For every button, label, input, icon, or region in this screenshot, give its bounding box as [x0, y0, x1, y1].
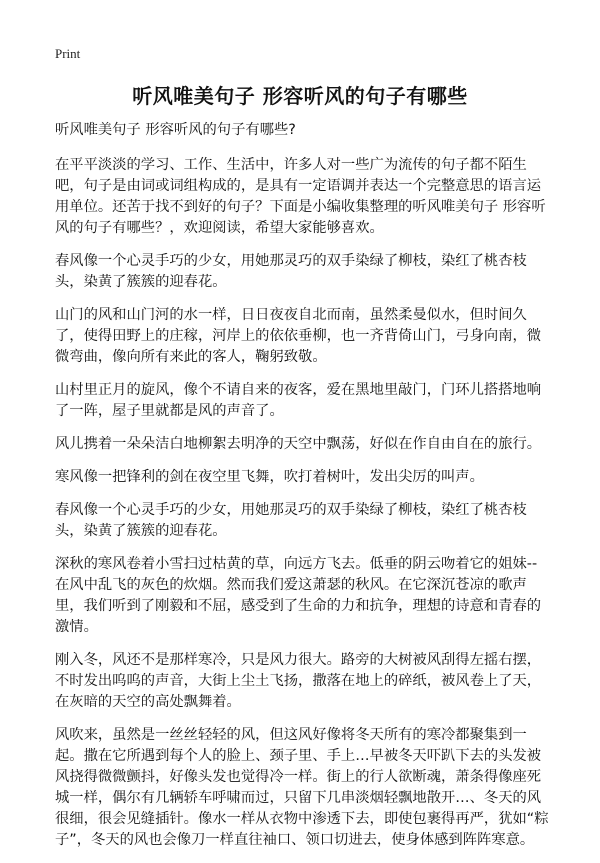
paragraph: 山村里正月的旋风，像个不请自来的夜客，爱在黑地里敲门，门环儿搭搭地响了一阵，屋子里就都是风的声音了。	[55, 382, 542, 419]
article-subtitle: 听风唯美句子 形容听风的句子有哪些?	[55, 122, 296, 138]
page-title: 听风唯美句子 形容听风的句子有哪些	[132, 84, 468, 108]
paragraph: 春风像一个心灵手巧的少女，用她那灵巧的双手染绿了柳枝，染红了桃杏枝头，染黄了簇簇的迎春花。	[55, 253, 527, 290]
print-link[interactable]: Print	[55, 46, 81, 61]
paragraph: 刚入冬，风还不是那样寒冷，只是风力很大。路旁的大树被风刮得左摇右摆，不时发出呜呜的声音，大街上尘土飞扬，撒落在地上的碎纸，被风卷上了天，在灰暗的天空的高处飘舞着。	[55, 652, 542, 710]
paragraph: 在平平淡淡的学习、工作、生活中，许多人对一些广为流传的句子都不陌生吧，句子是由词或词组构成的，是具有一定语调并表达一个完整意思的语言运用单位。还苦于找不到好的句子？下面是小编收集整理的听风唯美句子 形容听风的句子有哪些？，欢迎阅读，希望大家能够喜欢。	[55, 157, 546, 236]
paragraph: 山门的风和山门河的水一样，日日夜夜自北而南，虽然柔曼似水，但时间久了，使得田野上的庄稼，河岸上的依依垂柳，也一齐背倚山门，弓身向南，微微弯曲，像向所有来此的客人，鞠躬致敬。	[55, 307, 542, 365]
paragraph: 风儿携着一朵朵洁白地柳絮去明净的天空中飘荡，好似在作自由自在的旅行。	[55, 436, 542, 452]
paragraph: 寒风像一把锋利的剑在夜空里飞舞，吹打着树叶，发出尖厉的叫声。	[55, 469, 484, 485]
article-body	[55, 120, 549, 863]
paragraph: 春风像一个心灵手巧的少女，用她那灵巧的双手染绿了柳枝，染红了桃杏枝头，染黄了簇簇的迎春花。	[55, 502, 527, 539]
paragraph: 深秋的寒风卷着小雪扫过枯黄的草，向远方飞去。低垂的阴云吻着它的姐妹--在风中乱飞的灰色的炊烟。然而我们爱这萧瑟的秋风。在它深沉苍凉的歌声里，我们听到了刚毅和不屈，感受到了生命的力和抗争，理想的诗意和青春的激情。	[55, 556, 542, 635]
paragraph: 风吹来，虽然是一丝丝轻轻的风，但这风好像将冬天所有的寒冷都聚集到一起。撒在它所遇到每个人的脸上、颈子里、手上…早被冬天吓趴下去的头发被风挠得微微颤抖，好像头发也觉得冷一样。街上的行人欲断魂，萧条得像座死城一样，偶尔有几辆轿车呼啸而过，只留下几串淡烟轻飘地散开…、冬天的风很细，很会见缝插针。像水一样从衣物中渗透下去，即使包裹得再严，犹如“粽子”，冬天的风也会像刀一样直往袖口、领口切进去，使身体感到阵阵寒意。	[55, 727, 549, 848]
